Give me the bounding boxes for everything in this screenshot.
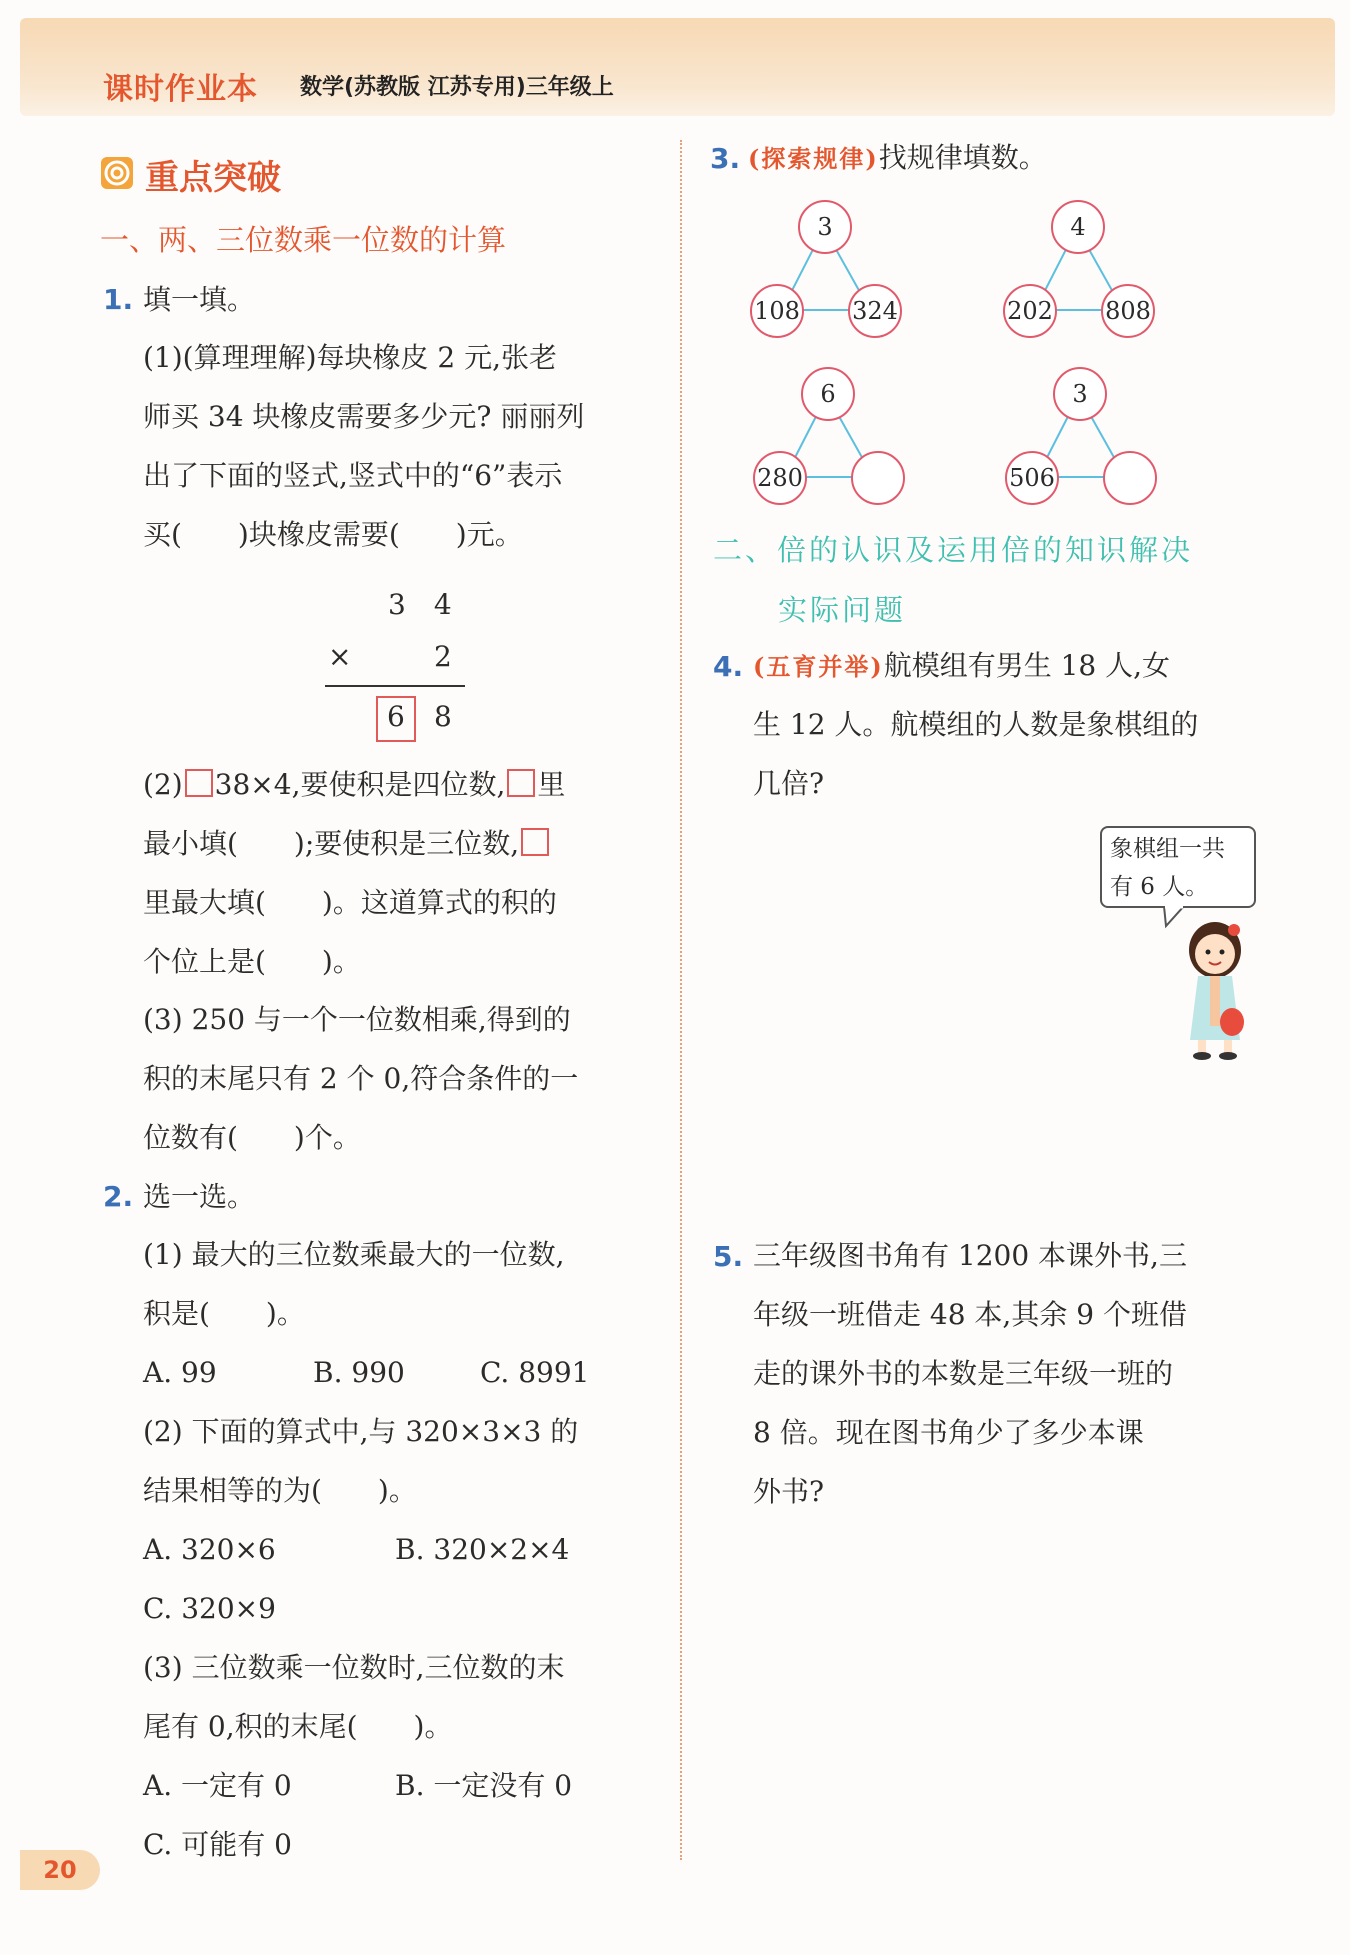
q1-p2-prefix: (2) [143, 768, 183, 801]
part2-heading-line2: 实际问题 [778, 593, 907, 627]
vertical-line [325, 685, 465, 687]
q5-line3: 走的课外书的本数是三年级一班的 [753, 1357, 1174, 1390]
bubble-line2: 有 6 人。 [1110, 874, 1209, 900]
triangle-right-blank[interactable] [851, 451, 905, 505]
triangle-top: 4 [1051, 200, 1105, 254]
speech-bubble [1100, 826, 1256, 908]
bubble-line1: 象棋组一共 [1110, 836, 1225, 862]
q1-p1-line2: 师买 34 块橡皮需要多少元? 丽丽列 [143, 400, 585, 433]
triangle-top: 6 [801, 367, 855, 421]
page-number: 20 [20, 1850, 100, 1890]
triangle-top: 3 [798, 200, 852, 254]
q1-p1-line1 [143, 328, 557, 387]
q2-s2-opt-b: B. 320×2×4 [395, 1533, 570, 1566]
q1-p1-line4: 买( )块橡皮需要( )元。 [143, 518, 523, 551]
triangle-left: 280 [753, 451, 807, 505]
triangle-right: 808 [1101, 284, 1155, 338]
blank-box [521, 828, 549, 856]
q2-title: 选一选。 [143, 1180, 256, 1213]
number-triangle-2 [995, 198, 1175, 338]
triangle-left: 108 [750, 284, 804, 338]
q5-line2: 年级一班借走 48 本,其余 9 个班借 [753, 1298, 1187, 1331]
q1-p3-line3: 位数有( )个。 [143, 1121, 361, 1154]
q4-text: 航模组有男生 18 人,女 [883, 649, 1171, 682]
girl-illustration [1170, 910, 1260, 1060]
q1-p2-text-c: 最小填( );要使积是三位数, [143, 827, 520, 860]
q2-s1-line1: (1) 最大的三位数乘最大的一位数, [143, 1238, 565, 1271]
q1-p2-text-a: 38×4,要使积是四位数, [214, 768, 506, 801]
q2-s3-line1: (3) 三位数乘一位数时,三位数的末 [143, 1651, 565, 1684]
q5-line1: 三年级图书角有 1200 本课外书,三 [753, 1239, 1187, 1272]
q3-number: 3. [710, 142, 741, 175]
part1-heading: 一、两、三位数乘一位数的计算 [100, 223, 507, 257]
triangle-right: 324 [848, 284, 902, 338]
spiral-icon [100, 156, 134, 190]
number-triangle-1 [742, 198, 922, 338]
triangle-left: 506 [1005, 451, 1059, 505]
section-title: 重点突破 [145, 158, 281, 198]
q2-s2-opt-c: C. 320×9 [143, 1592, 276, 1625]
q1-p2-text-b: 里 [537, 768, 566, 801]
book-subtitle: 数学(苏教版 江苏专用)三年级上 [300, 75, 614, 100]
q1-p1-line3: 出了下面的竖式,竖式中的“6”表示 [143, 459, 563, 492]
q2-s2-line1: (2) 下面的算式中,与 320×3×3 的 [143, 1415, 579, 1448]
vertical-times: × [328, 640, 352, 673]
q2-s1-opt-b: B. 990 [313, 1356, 405, 1389]
q1-p2-line3: 里最大填( )。这道算式的积的 [143, 886, 557, 919]
q5-line4: 8 倍。现在图书角少了多少本课 [753, 1416, 1144, 1449]
number-triangle-4 [997, 365, 1177, 505]
q5-number: 5. [713, 1240, 744, 1273]
blank-box [185, 769, 213, 797]
triangle-left: 202 [1003, 284, 1057, 338]
q3-tag: (探索规律) [748, 144, 879, 173]
column-divider [680, 140, 682, 1860]
q2-s3-opt-a: A. 一定有 0 [143, 1769, 292, 1802]
q5-line5: 外书? [753, 1475, 825, 1508]
q1-title: 填一填。 [143, 283, 256, 316]
part2-heading-line1: 二、倍的认识及运用倍的知识解决 [713, 533, 1194, 567]
q4-line3: 几倍? [753, 767, 825, 800]
q1-p2-line1 [143, 755, 565, 814]
q2-s3-opt-c: C. 可能有 0 [143, 1828, 292, 1861]
q1-p3-line1: (3) 250 与一个一位数相乘,得到的 [143, 1003, 571, 1036]
number-triangle-3 [745, 365, 925, 505]
q4-number: 4. [713, 650, 744, 683]
q2-s2-opt-a: A. 320×6 [143, 1533, 276, 1566]
blank-box [507, 769, 535, 797]
q2-s2-line2: 结果相等的为( )。 [143, 1474, 417, 1507]
q4-tag: (五育并举) [753, 652, 884, 681]
vertical-row2: 2 [434, 640, 452, 673]
q2-s3-line2: 尾有 0,积的末尾( )。 [143, 1710, 453, 1743]
brand-title: 课时作业本 [103, 72, 258, 107]
q1-p3-line2: 积的末尾只有 2 个 0,符合条件的一 [143, 1062, 579, 1095]
q1-number: 1. [103, 283, 134, 316]
q2-s1-line2: 积是( )。 [143, 1297, 305, 1330]
triangle-top: 3 [1053, 367, 1107, 421]
vertical-result-b: 8 [434, 700, 452, 733]
q3-line [748, 128, 1047, 188]
q3-text: 找规律填数。 [878, 141, 1047, 174]
q4-line1 [753, 636, 1170, 696]
q2-number: 2. [103, 1180, 134, 1213]
triangle-right-blank[interactable] [1103, 451, 1157, 505]
q4-line2: 生 12 人。航模组的人数是象棋组的 [753, 708, 1199, 741]
vertical-row1: 3 4 [388, 588, 452, 621]
q1-p2-line4: 个位上是( )。 [143, 945, 361, 978]
q2-s1-opt-c: C. 8991 [480, 1356, 590, 1389]
vertical-result-a: 6 [387, 700, 405, 733]
q1-p2-line2 [143, 814, 551, 873]
q2-s1-opt-a: A. 99 [143, 1356, 217, 1389]
q1-p1-text: (1)(算理理解)每块橡皮 2 元,张老 [143, 341, 558, 374]
q2-s3-opt-b: B. 一定没有 0 [395, 1769, 573, 1802]
